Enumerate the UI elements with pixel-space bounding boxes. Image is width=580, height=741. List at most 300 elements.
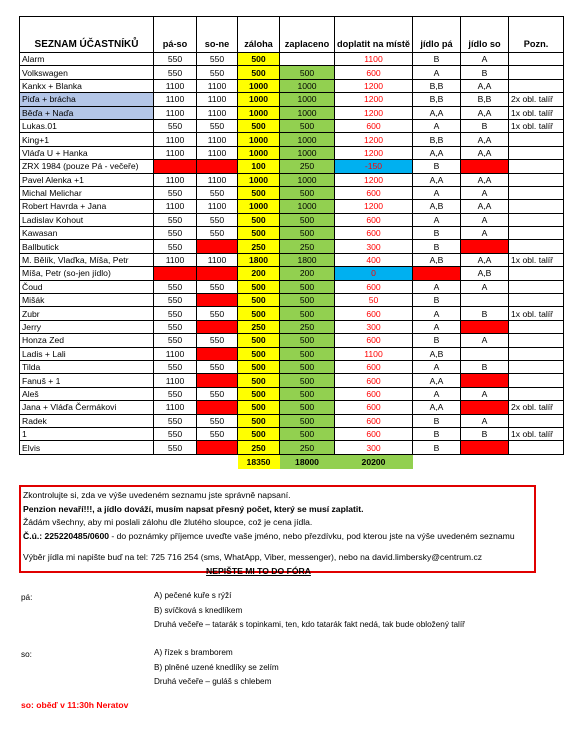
cell-pa-so: 550	[154, 320, 197, 333]
cell-zaloha: 1800	[238, 253, 280, 266]
cell-jidlo-pa: A	[413, 280, 461, 293]
cell-so-ne: 550	[197, 307, 238, 320]
cell-doplatit: 600	[335, 374, 413, 387]
cell-pozn	[509, 320, 564, 333]
cell-jidlo-so: A	[461, 227, 509, 240]
cell-name: Volkswagen	[20, 66, 154, 79]
cell-name: Fanuš + 1	[20, 374, 154, 387]
cell-jidlo-pa: A,A	[413, 374, 461, 387]
cell-jidlo-so	[461, 160, 509, 173]
cell-so-ne: 1100	[197, 106, 238, 119]
cell-name: Aleš	[20, 387, 154, 400]
cell-jidlo-so	[461, 320, 509, 333]
cell-zaloha: 500	[238, 414, 280, 427]
cell-pozn	[509, 173, 564, 186]
cell-zaplaceno: 500	[280, 387, 335, 400]
cell-jidlo-pa: A,A	[413, 146, 461, 159]
cell-pa-so: 1100	[154, 253, 197, 266]
cell-pozn	[509, 280, 564, 293]
table-row	[20, 106, 564, 119]
cell-doplatit: 600	[335, 387, 413, 400]
table-row	[20, 119, 564, 132]
cell-name: Zubr	[20, 307, 154, 320]
cell-pa-so: 550	[154, 280, 197, 293]
menu-so-item: B) plněné uzené knedlíky se zelím	[154, 662, 279, 672]
cell-pozn	[509, 133, 564, 146]
cell-pozn	[509, 334, 564, 347]
cell-zaplaceno: 500	[280, 307, 335, 320]
cell-doplatit: 600	[335, 280, 413, 293]
cell-so-ne: 550	[197, 360, 238, 373]
table-row	[20, 200, 564, 213]
cell-zaloha: 500	[238, 213, 280, 226]
cell-jidlo-pa: A	[413, 66, 461, 79]
cell-pozn	[509, 387, 564, 400]
cell-jidlo-so: B	[461, 360, 509, 373]
cell-jidlo-so: A,A	[461, 79, 509, 92]
cell-jidlo-so: A	[461, 387, 509, 400]
header-pozn: Pozn.	[509, 17, 564, 53]
table-row	[20, 240, 564, 253]
cell-zaloha: 1000	[238, 146, 280, 159]
footer-note: so: oběď v 11:30h Neratov	[21, 700, 129, 710]
cell-pa-so: 1100	[154, 79, 197, 92]
cell-so-ne: 550	[197, 53, 238, 66]
cell-pa-so: 1100	[154, 133, 197, 146]
cell-doplatit: 300	[335, 441, 413, 454]
header-jidlo-so: jídlo so	[461, 17, 509, 53]
total-zaplaceno: 18000	[280, 454, 335, 469]
cell-zaplaceno: 500	[280, 119, 335, 132]
cell-jidlo-so: B,B	[461, 93, 509, 106]
cell-jidlo-pa: A	[413, 307, 461, 320]
cell-zaplaceno	[280, 53, 335, 66]
cell-pa-so: 1100	[154, 401, 197, 414]
total-doplatit: 20200	[335, 454, 413, 469]
cell-zaloha: 250	[238, 240, 280, 253]
table-row	[20, 53, 564, 66]
cell-pozn	[509, 294, 564, 307]
cell-pa-so: 1100	[154, 374, 197, 387]
cell-zaplaceno: 1000	[280, 93, 335, 106]
cell-jidlo-pa: A,A	[413, 173, 461, 186]
cell-doplatit: 300	[335, 240, 413, 253]
cell-doplatit: 600	[335, 213, 413, 226]
cell-doplatit: 1200	[335, 79, 413, 92]
cell-zaloha: 200	[238, 267, 280, 280]
cell-doplatit: 1200	[335, 200, 413, 213]
table-row	[20, 427, 564, 440]
cell-so-ne: 550	[197, 334, 238, 347]
cell-zaloha: 500	[238, 227, 280, 240]
table-row	[20, 441, 564, 454]
cell-zaloha: 500	[238, 401, 280, 414]
cell-so-ne: 1100	[197, 200, 238, 213]
forum-warning: NEPIŠTE MI TO DO FÓRA	[206, 565, 311, 576]
cell-name: Tilda	[20, 360, 154, 373]
cell-pa-so: 550	[154, 53, 197, 66]
cell-pozn: 2x obl. talíř	[509, 93, 564, 106]
cell-jidlo-so	[461, 441, 509, 454]
table-row	[20, 186, 564, 199]
cell-pozn	[509, 267, 564, 280]
totals-row	[20, 454, 564, 469]
cell-zaloha: 1000	[238, 173, 280, 186]
cell-doplatit: 600	[335, 360, 413, 373]
cell-zaplaceno: 500	[280, 414, 335, 427]
cell-jidlo-so: B	[461, 119, 509, 132]
cell-so-ne: 1100	[197, 133, 238, 146]
cell-zaloha: 250	[238, 441, 280, 454]
cell-name: ZRX 1984 (pouze Pá - večeře)	[20, 160, 154, 173]
cell-so-ne: 1100	[197, 146, 238, 159]
empty-cell	[20, 454, 154, 469]
cell-pa-so: 550	[154, 414, 197, 427]
cell-so-ne: 550	[197, 387, 238, 400]
table-row	[20, 253, 564, 266]
cell-pozn	[509, 441, 564, 454]
cell-zaplaceno: 500	[280, 213, 335, 226]
cell-jidlo-so	[461, 401, 509, 414]
cell-zaloha: 1000	[238, 93, 280, 106]
cell-pa-so: 550	[154, 334, 197, 347]
cell-doplatit: -150	[335, 160, 413, 173]
cell-pa-so: 550	[154, 240, 197, 253]
table-row	[20, 360, 564, 373]
cell-so-ne	[197, 160, 238, 173]
cell-zaloha: 1000	[238, 133, 280, 146]
cell-zaplaceno: 500	[280, 401, 335, 414]
cell-so-ne: 550	[197, 213, 238, 226]
empty-cell	[413, 454, 461, 469]
cell-jidlo-pa: A,A	[413, 401, 461, 414]
cell-pozn	[509, 414, 564, 427]
cell-pa-so: 1100	[154, 106, 197, 119]
cell-pa-so: 550	[154, 227, 197, 240]
cell-pozn: 1x obl. talíř	[509, 307, 564, 320]
cell-zaloha: 500	[238, 387, 280, 400]
cell-jidlo-pa: A,B	[413, 253, 461, 266]
cell-jidlo-pa: B,B	[413, 93, 461, 106]
cell-zaplaceno: 500	[280, 334, 335, 347]
cell-pozn: 1x obl. talíř	[509, 106, 564, 119]
cell-jidlo-so: B	[461, 66, 509, 79]
cell-zaloha: 500	[238, 53, 280, 66]
cell-name: Pavel Alenka +1	[20, 173, 154, 186]
cell-so-ne	[197, 347, 238, 360]
bank-account: Č.ú.: 225220485/0600	[23, 530, 110, 541]
cell-doplatit: 300	[335, 320, 413, 333]
cell-name: 1	[20, 427, 154, 440]
cell-pozn	[509, 79, 564, 92]
cell-zaplaceno: 1000	[280, 173, 335, 186]
cell-jidlo-pa	[413, 267, 461, 280]
cell-pa-so: 1100	[154, 173, 197, 186]
cell-so-ne	[197, 441, 238, 454]
notice-line-5: Výběr jídla mi napište buď na tel: 725 716 254 (sms, WhatApp, Viber, messenger), nebo na david.limbersky@centrum.cz	[23, 552, 483, 562]
cell-doplatit: 600	[335, 66, 413, 79]
cell-zaloha: 500	[238, 119, 280, 132]
cell-name: Ladislav Kohout	[20, 213, 154, 226]
cell-name: Kankx + Blanka	[20, 79, 154, 92]
cell-pozn	[509, 66, 564, 79]
cell-doplatit: 400	[335, 253, 413, 266]
cell-name: Robert Havrda + Jana	[20, 200, 154, 213]
table-row	[20, 294, 564, 307]
cell-pozn	[509, 227, 564, 240]
cell-pa-so: 550	[154, 294, 197, 307]
cell-name: Mišák	[20, 294, 154, 307]
menu-pa-item: Druhá večeře – tatarák s topinkami, ten, kdo tatarák fakt nedá, tak bude obložený talíř	[154, 620, 465, 629]
cell-zaplaceno: 500	[280, 360, 335, 373]
cell-jidlo-so: A	[461, 53, 509, 66]
cell-jidlo-pa: B	[413, 227, 461, 240]
cell-pozn	[509, 200, 564, 213]
cell-name: Vláďa U + Hanka	[20, 146, 154, 159]
cell-so-ne	[197, 374, 238, 387]
cell-zaloha: 1000	[238, 106, 280, 119]
cell-name: Radek	[20, 414, 154, 427]
cell-pa-so: 550	[154, 387, 197, 400]
cell-doplatit: 600	[335, 307, 413, 320]
cell-zaplaceno: 250	[280, 240, 335, 253]
cell-jidlo-pa: A,B	[413, 200, 461, 213]
cell-pa-so: 1100	[154, 200, 197, 213]
menu-pa-label: pá:	[21, 593, 33, 602]
cell-zaplaceno: 500	[280, 347, 335, 360]
cell-doplatit: 1200	[335, 173, 413, 186]
cell-jidlo-pa: B	[413, 427, 461, 440]
header-zaloha: záloha	[238, 17, 280, 53]
empty-cell	[154, 454, 197, 469]
cell-jidlo-pa: B	[413, 334, 461, 347]
cell-jidlo-so	[461, 347, 509, 360]
cell-pozn: 1x obl. talíř	[509, 119, 564, 132]
cell-jidlo-pa: A,A	[413, 106, 461, 119]
notice-line-3: Žádám všechny, aby mi poslali zálohu dle žlutého sloupce, což je cena jídla.	[23, 517, 313, 527]
cell-so-ne: 550	[197, 427, 238, 440]
cell-so-ne	[197, 320, 238, 333]
cell-doplatit: 50	[335, 294, 413, 307]
table-row	[20, 133, 564, 146]
table-row	[20, 334, 564, 347]
cell-jidlo-so	[461, 374, 509, 387]
header-name: SEZNAM ÚČASTNÍKŮ	[20, 17, 154, 53]
cell-jidlo-pa: A	[413, 186, 461, 199]
cell-jidlo-pa: A	[413, 213, 461, 226]
cell-so-ne	[197, 267, 238, 280]
cell-doplatit: 600	[335, 401, 413, 414]
cell-jidlo-pa: B	[413, 53, 461, 66]
cell-zaplaceno: 1000	[280, 200, 335, 213]
cell-zaloha: 100	[238, 160, 280, 173]
cell-name: Ballbutick	[20, 240, 154, 253]
cell-so-ne: 550	[197, 186, 238, 199]
cell-jidlo-pa: B,B	[413, 79, 461, 92]
cell-jidlo-so: A,A	[461, 200, 509, 213]
cell-doplatit: 1200	[335, 133, 413, 146]
notice-line-4	[23, 530, 534, 544]
cell-doplatit: 0	[335, 267, 413, 280]
cell-doplatit: 1200	[335, 106, 413, 119]
cell-doplatit: 1200	[335, 146, 413, 159]
header-doplatit: doplatit na místě	[335, 17, 413, 53]
cell-pozn	[509, 360, 564, 373]
table-row	[20, 280, 564, 293]
cell-zaplaceno: 500	[280, 427, 335, 440]
cell-name: Čoud	[20, 280, 154, 293]
cell-so-ne: 1100	[197, 93, 238, 106]
cell-pozn: 1x obl. talíř	[509, 253, 564, 266]
table-row	[20, 347, 564, 360]
cell-so-ne: 550	[197, 280, 238, 293]
table-row	[20, 66, 564, 79]
cell-zaplaceno: 250	[280, 441, 335, 454]
header-pa-so: pá-so	[154, 17, 197, 53]
cell-zaloha: 500	[238, 294, 280, 307]
cell-jidlo-so: A	[461, 334, 509, 347]
cell-zaloha: 500	[238, 334, 280, 347]
cell-pozn	[509, 146, 564, 159]
cell-pozn	[509, 374, 564, 387]
bank-note: - do poznámky příjemce uveďte vaše jméno, nebo přezdívku, pod kterou jste na výše uvedeném seznamu	[109, 530, 515, 541]
cell-jidlo-so: A,A	[461, 173, 509, 186]
table-row	[20, 414, 564, 427]
cell-so-ne	[197, 240, 238, 253]
cell-zaloha: 500	[238, 186, 280, 199]
cell-zaplaceno: 500	[280, 66, 335, 79]
cell-jidlo-so: A,A	[461, 133, 509, 146]
cell-zaplaceno: 1800	[280, 253, 335, 266]
cell-doplatit: 600	[335, 119, 413, 132]
cell-doplatit: 600	[335, 427, 413, 440]
header-zaplaceno: zaplaceno	[280, 17, 335, 53]
table-row	[20, 227, 564, 240]
menu-pa-list	[154, 589, 465, 633]
cell-name: Michal Melichar	[20, 186, 154, 199]
cell-doplatit: 600	[335, 186, 413, 199]
cell-so-ne: 1100	[197, 173, 238, 186]
cell-zaplaceno: 500	[280, 280, 335, 293]
cell-pa-so: 1100	[154, 347, 197, 360]
cell-jidlo-pa: A	[413, 119, 461, 132]
cell-zaplaceno: 500	[280, 186, 335, 199]
cell-zaplaceno: 200	[280, 267, 335, 280]
cell-jidlo-so: A	[461, 186, 509, 199]
cell-zaplaceno: 1000	[280, 79, 335, 92]
cell-zaplaceno: 1000	[280, 133, 335, 146]
cell-pa-so: 550	[154, 441, 197, 454]
cell-name: Ladis + Lali	[20, 347, 154, 360]
cell-jidlo-pa: B	[413, 414, 461, 427]
cell-zaplaceno: 1000	[280, 106, 335, 119]
cell-pozn	[509, 53, 564, 66]
cell-pozn: 1x obl. talíř	[509, 427, 564, 440]
cell-name: Alarm	[20, 53, 154, 66]
cell-zaloha: 500	[238, 374, 280, 387]
cell-zaplaceno: 250	[280, 320, 335, 333]
cell-doplatit: 1200	[335, 93, 413, 106]
cell-zaplaceno: 500	[280, 294, 335, 307]
cell-pa-so: 550	[154, 307, 197, 320]
cell-zaplaceno: 500	[280, 227, 335, 240]
menu-so-list	[154, 646, 279, 690]
table-header-row	[20, 17, 564, 53]
table-row	[20, 173, 564, 186]
table-row	[20, 307, 564, 320]
cell-so-ne: 550	[197, 227, 238, 240]
cell-zaloha: 500	[238, 427, 280, 440]
notice-line-1: Zkontrolujte si, zda ve výše uvedeném seznamu jste správně napsaní.	[23, 490, 291, 500]
cell-zaloha: 250	[238, 320, 280, 333]
cell-jidlo-so: A	[461, 213, 509, 226]
table-row	[20, 93, 564, 106]
cell-name: Lukas.01	[20, 119, 154, 132]
cell-zaloha: 500	[238, 307, 280, 320]
table-row	[20, 213, 564, 226]
cell-pa-so: 550	[154, 427, 197, 440]
cell-pozn	[509, 240, 564, 253]
table-row	[20, 387, 564, 400]
cell-so-ne: 1100	[197, 79, 238, 92]
table-row	[20, 146, 564, 159]
menu-so-item: A) řízek s bramborem	[154, 648, 233, 657]
cell-pozn	[509, 160, 564, 173]
menu-so-label: so:	[21, 650, 32, 659]
cell-pozn	[509, 213, 564, 226]
cell-so-ne: 550	[197, 119, 238, 132]
cell-zaloha: 500	[238, 280, 280, 293]
cell-doplatit: 600	[335, 414, 413, 427]
cell-jidlo-pa: A,B	[413, 347, 461, 360]
cell-pa-so: 550	[154, 66, 197, 79]
cell-jidlo-so: A,B	[461, 267, 509, 280]
cell-jidlo-pa: B,B	[413, 133, 461, 146]
cell-pa-so: 550	[154, 213, 197, 226]
cell-pa-so: 1100	[154, 146, 197, 159]
table-row	[20, 374, 564, 387]
header-so-ne: so-ne	[197, 17, 238, 53]
cell-pa-so: 550	[154, 186, 197, 199]
empty-cell	[461, 454, 509, 469]
cell-jidlo-so: B	[461, 427, 509, 440]
cell-zaloha: 500	[238, 347, 280, 360]
cell-name: King+1	[20, 133, 154, 146]
header-jidlo-pa: jídlo pá	[413, 17, 461, 53]
cell-zaloha: 1000	[238, 200, 280, 213]
cell-jidlo-pa: B	[413, 441, 461, 454]
cell-zaloha: 1000	[238, 79, 280, 92]
cell-name: M. Bělík, Vlaďka, Míša, Petr	[20, 253, 154, 266]
total-zaloha: 18350	[238, 454, 280, 469]
participants-table	[19, 16, 564, 469]
cell-doplatit: 600	[335, 334, 413, 347]
cell-pozn	[509, 347, 564, 360]
table-row	[20, 267, 564, 280]
notice-line-2: Penzion nevaří!!!, a jídlo dováží, musím napsat přesný počet, který se musí zaplatit.	[23, 503, 364, 514]
table-row	[20, 79, 564, 92]
empty-cell	[509, 454, 564, 469]
menu-pa-item: B) svíčková s knedlíkem	[154, 605, 243, 615]
cell-name: Piďa + brácha	[20, 93, 154, 106]
cell-name: Jerry	[20, 320, 154, 333]
cell-pa-so: 550	[154, 360, 197, 373]
cell-doplatit: 600	[335, 227, 413, 240]
cell-pozn	[509, 186, 564, 199]
cell-jidlo-so: A,A	[461, 146, 509, 159]
cell-jidlo-so: A	[461, 280, 509, 293]
cell-so-ne	[197, 401, 238, 414]
